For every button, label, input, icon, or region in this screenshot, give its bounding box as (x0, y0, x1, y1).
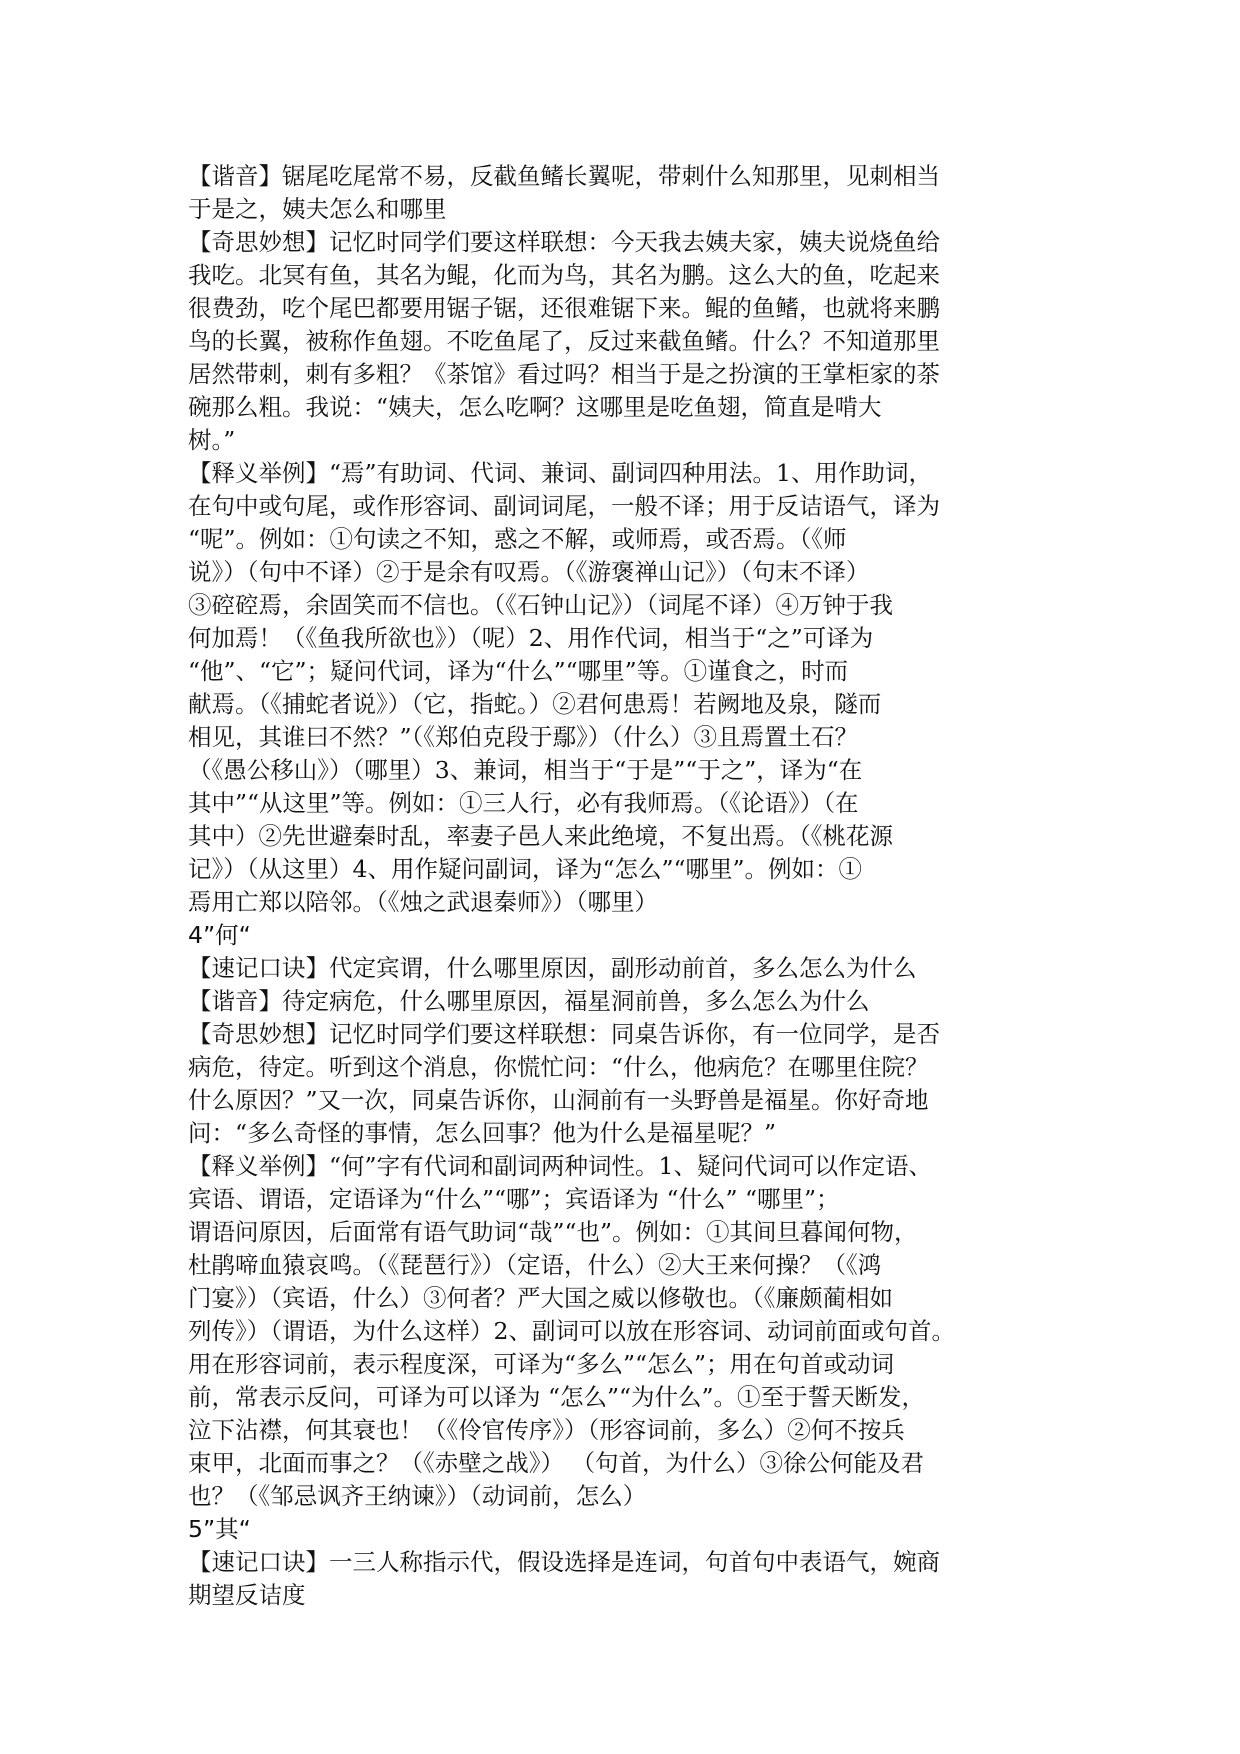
section-heading: 4”何“ (188, 921, 251, 949)
text-line: 问：“多么奇怪的事情，怎么回事？他为什么是福星呢？” (188, 1119, 777, 1147)
text-line: 【释义举例】“何”字有代词和副词两种词性。1、疑问代词可以作定语、 (188, 1152, 932, 1180)
text-line: 【奇思妙想】记忆时同学们要这样联想：今天我去姨夫家，姨夫说烧鱼给 (188, 228, 940, 256)
text-line: 宾语、谓语，定语译为“什么”“哪”；宾语译为 “什么” “哪里”； (188, 1185, 840, 1213)
text-line: 谓语问原因，后面常有语气助词“哉”“也”。例如：①其间旦暮闻何物， (188, 1218, 918, 1246)
text-line: 献焉。（《捕蛇者说》）（它，指蛇。）②君何患焉！若阙地及泉，隧而 (188, 690, 882, 718)
text-line: 泣下沾襟，何其衰也！（《伶官传序》）（形容词前，多么）②何不按兵 (188, 1416, 905, 1444)
text-line: 【谐音】锯尾吃尾常不易，反截鱼鳍长翼呢，带刺什么知那里，见刺相当 (188, 162, 940, 190)
text-line: 束甲，北面而事之？（《赤壁之战》） （句首，为什么）③徐公何能及君 (188, 1449, 924, 1477)
text-line: 其中”“从这里”等。例如：①三人行，必有我师焉。（《论语》）（在 (188, 789, 859, 817)
text-line: 碗那么粗。我说：“姨夫，怎么吃啊？这哪里是吃鱼翅，简直是啃大 (188, 393, 882, 421)
text-line: 病危，待定。听到这个消息，你慌忙问：“什么，他病危？在哪里住院？ (188, 1053, 929, 1081)
text-line: 相见，其谁曰不然？”（《郑伯克段于鄢》）（什么）③且焉置土石？ (188, 723, 859, 751)
text-line: 也？（《邹忌讽齐王纳谏》）（动词前，怎么） (188, 1482, 647, 1510)
text-line: 门宴》）（宾语，什么）③何者？严大国之威以修敬也。（《廉颇蔺相如 (188, 1284, 893, 1312)
text-line: 【谐音】待定病危，什么哪里原因，福星洞前兽，多么怎么为什么 (188, 987, 870, 1015)
text-line: 用在形容词前，表示程度深，可译为“多么”“怎么”；用在句首或动词 (188, 1350, 895, 1378)
text-line: 【释义举例】“焉”有助词、代词、兼词、副词四种用法。1、用作助词， (188, 459, 932, 487)
text-line: 鸟的长翼，被称作鱼翅。不吃鱼尾了，反过来截鱼鳍。什么？不知道那里 (188, 327, 940, 355)
document-page (188, 160, 1068, 1612)
text-line: 我吃。北冥有鱼，其名为鲲，化而为鸟，其名为鹏。这么大的鱼，吃起来 (188, 261, 940, 289)
text-line: “呢”。例如：①句读之不知，惑之不解，或师焉，或否焉。（《师 (188, 525, 847, 553)
text-line: 杜鹃啼血猿哀鸣。（《琵琶行》）（定语，什么）②大王来何操？（《鸿 (188, 1251, 882, 1279)
text-line: 【速记口诀】一三人称指示代，假设选择是连词，句首句中表语气，婉商 (188, 1548, 940, 1576)
text-line: 在句中或句尾，或作形容词、副词词尾，一般不译；用于反诘语气，译为 (188, 492, 940, 520)
text-line: 【奇思妙想】记忆时同学们要这样联想：同桌告诉你，有一位同学，是否 (188, 1020, 940, 1048)
text-line: 什么原因？”又一次，同桌告诉你，山洞前有一头野兽是福星。你好奇地 (188, 1086, 929, 1114)
text-line: 期望反诘度 (188, 1581, 306, 1609)
text-line: 列传》）（谓语，为什么这样）2、副词可以放在形容词、动词前面或句首。 (188, 1317, 955, 1345)
text-line: 树。” (188, 426, 236, 454)
text-line: 前，常表示反问，可译为可以译为 “怎么”“为什么”。①至于誓天断发， (188, 1383, 926, 1411)
text-line: 于是之，姨夫怎么和哪里 (188, 195, 447, 223)
text-line: （《愚公移山》）（哪里）3、兼词，相当于“于是”“于之”，译为“在 (188, 756, 863, 784)
text-line: 记》）（从这里）4、用作疑问副词，译为“怎么”“哪里”。例如：① (188, 855, 863, 883)
text-line: 【速记口诀】代定宾谓，什么哪里原因，副形动前首，多么怎么为什么 (188, 954, 917, 982)
text-line: 何加焉！（《鱼我所欲也》）（呢）2、用作代词，相当于“之”可译为 (188, 624, 874, 652)
section-heading: 5”其“ (188, 1515, 251, 1543)
text-line: 说》）（句中不译）②于是余有叹焉。（《游褒禅山记》）（句末不译） (188, 558, 870, 586)
text-line: 很费劲，吃个尾巴都要用锯子锯，还很难锯下来。鲲的鱼鳍，也就将来鹏 (188, 294, 940, 322)
text-line: ③硿硿焉，余固笑而不信也。（《石钟山记》）（词尾不译）④万钟于我 (188, 591, 893, 619)
text-line: 居然带刺，刺有多粗？《茶馆》看过吗？相当于是之扮演的王掌柜家的茶 (188, 360, 940, 388)
text-line: 焉用亡郑以陪邻。（《烛之武退秦师》）（哪里） (188, 888, 658, 916)
text-line: 其中）②先世避秦时乱，率妻子邑人来此绝境，不复出焉。（《桃花源 (188, 822, 893, 850)
text-line: “他”、“它”；疑问代词，译为“什么”“哪里”等。①谨食之，时而 (188, 657, 849, 685)
